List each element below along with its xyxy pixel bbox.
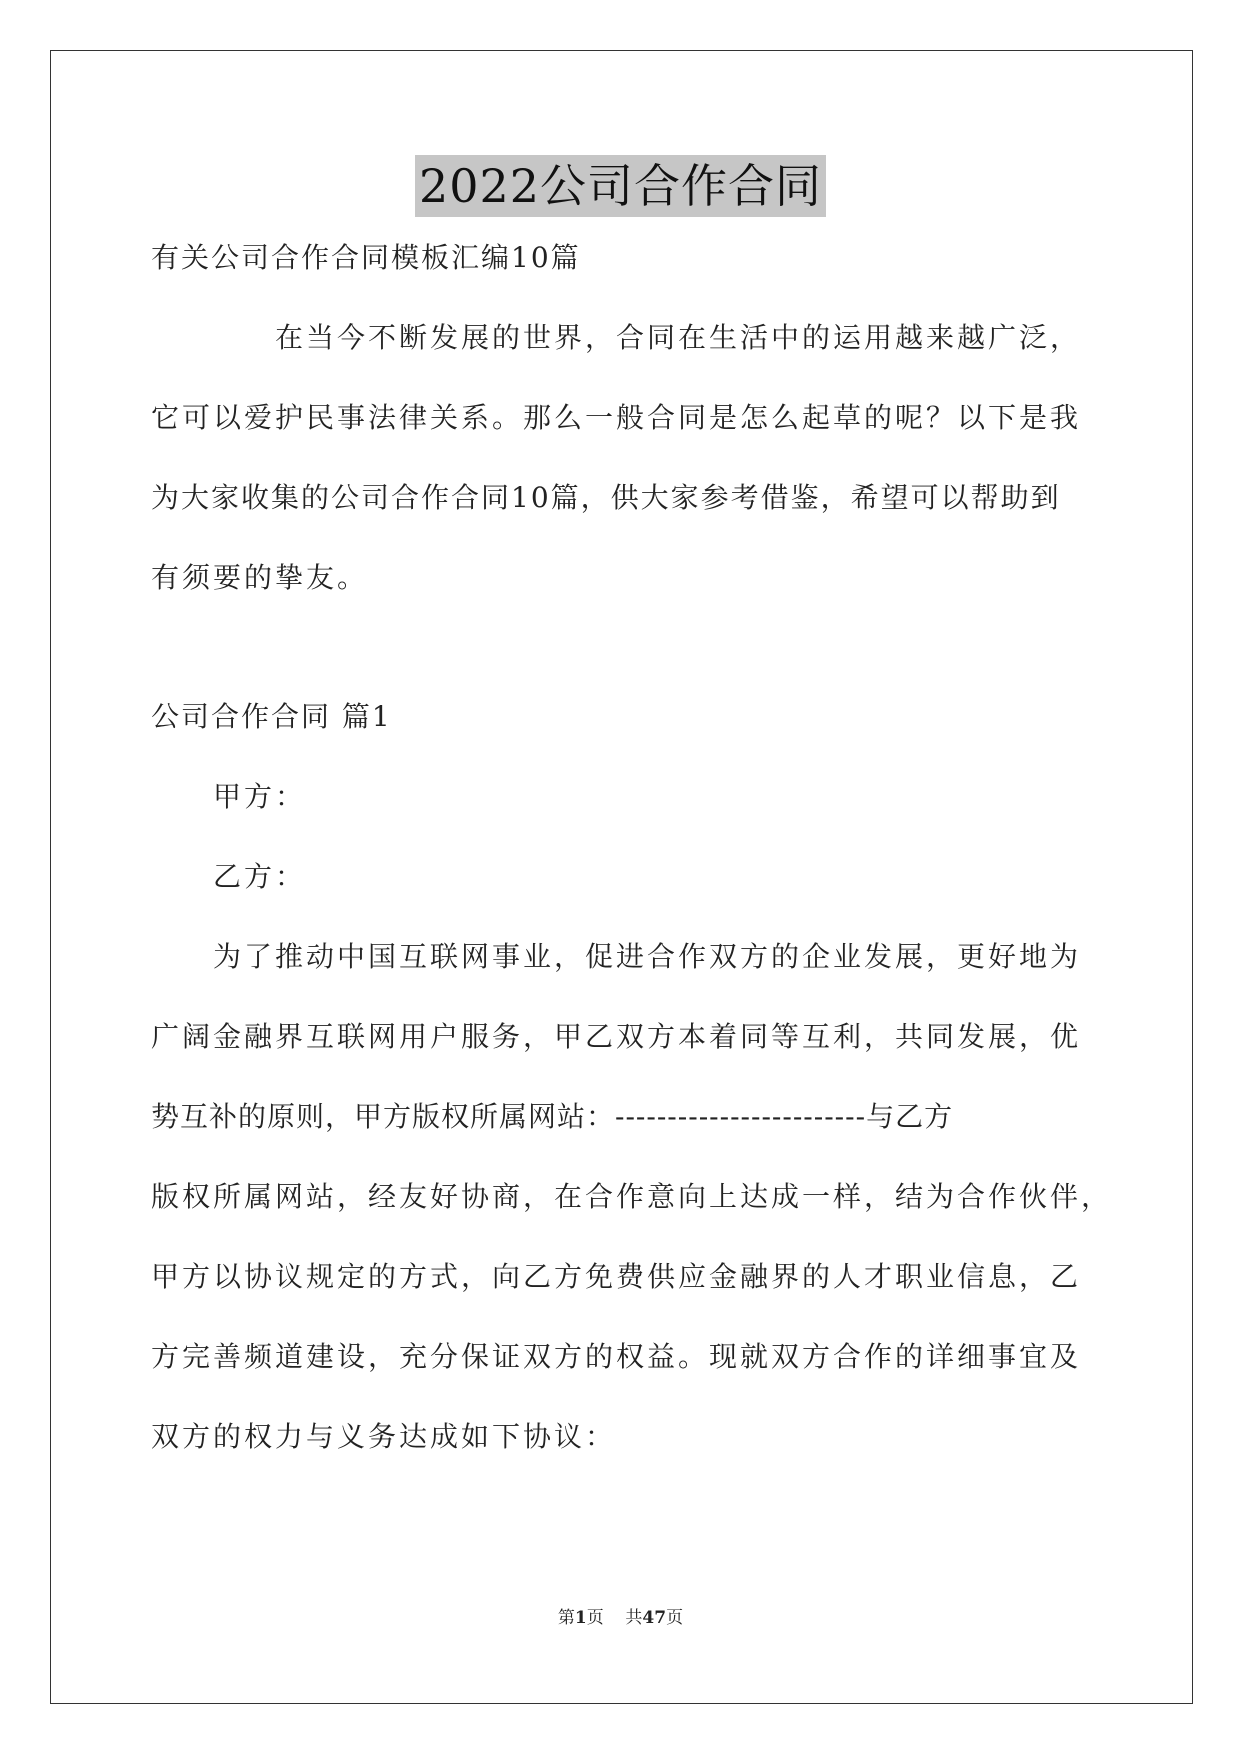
title-container [0, 155, 1241, 217]
intro-line-1: 在当今不断发展的世界，合同在生活中的运用越来越广泛， [275, 321, 1082, 354]
footer-page-prefix: 第 [557, 1608, 575, 1628]
party-b-label: 乙方： [213, 860, 307, 893]
body-line-4: 版权所属网站，经友好协商，在合作意向上达成一样，结为合作伙伴， [151, 1180, 1113, 1213]
body-line-2: 广阔金融界互联网用户服务，甲乙双方本着同等互利，共同发展，优 [151, 1020, 1082, 1053]
intro-line-3: 为大家收集的公司合作合同10篇，供大家参考借鉴，希望可以帮助到 [151, 481, 1061, 514]
body-line-3: 势互补的原则，甲方版权所属网站：------------------------与乙方 [151, 1100, 954, 1133]
body-line-5: 甲方以协议规定的方式，向乙方免费供应金融界的人才职业信息，乙 [151, 1260, 1082, 1293]
body-line-6: 方完善频道建设，充分保证双方的权益。现就双方合作的详细事宜及 [151, 1340, 1082, 1373]
footer-page-number: 1 [574, 1608, 587, 1628]
page-footer [0, 1603, 1241, 1628]
section-heading: 公司合作合同 篇1 [151, 700, 392, 733]
party-a-label: 甲方： [213, 780, 307, 813]
footer-page-suffix: 页 [586, 1608, 604, 1628]
document-title: 2022公司合作合同 [415, 155, 826, 217]
intro-line-4: 有须要的挚友。 [151, 561, 369, 594]
footer-total-suffix: 页 [666, 1608, 684, 1628]
body-line-1: 为了推动中国互联网事业，促进合作双方的企业发展，更好地为 [213, 940, 1082, 973]
footer-total-prefix: 共 [625, 1608, 643, 1628]
document-subtitle: 有关公司合作合同模板汇编10篇 [151, 241, 581, 274]
footer-total-pages: 47 [642, 1608, 667, 1628]
intro-line-2: 它可以爱护民事法律关系。那么一般合同是怎么起草的呢？以下是我 [151, 401, 1082, 434]
body-line-7: 双方的权力与义务达成如下协议： [151, 1420, 617, 1453]
